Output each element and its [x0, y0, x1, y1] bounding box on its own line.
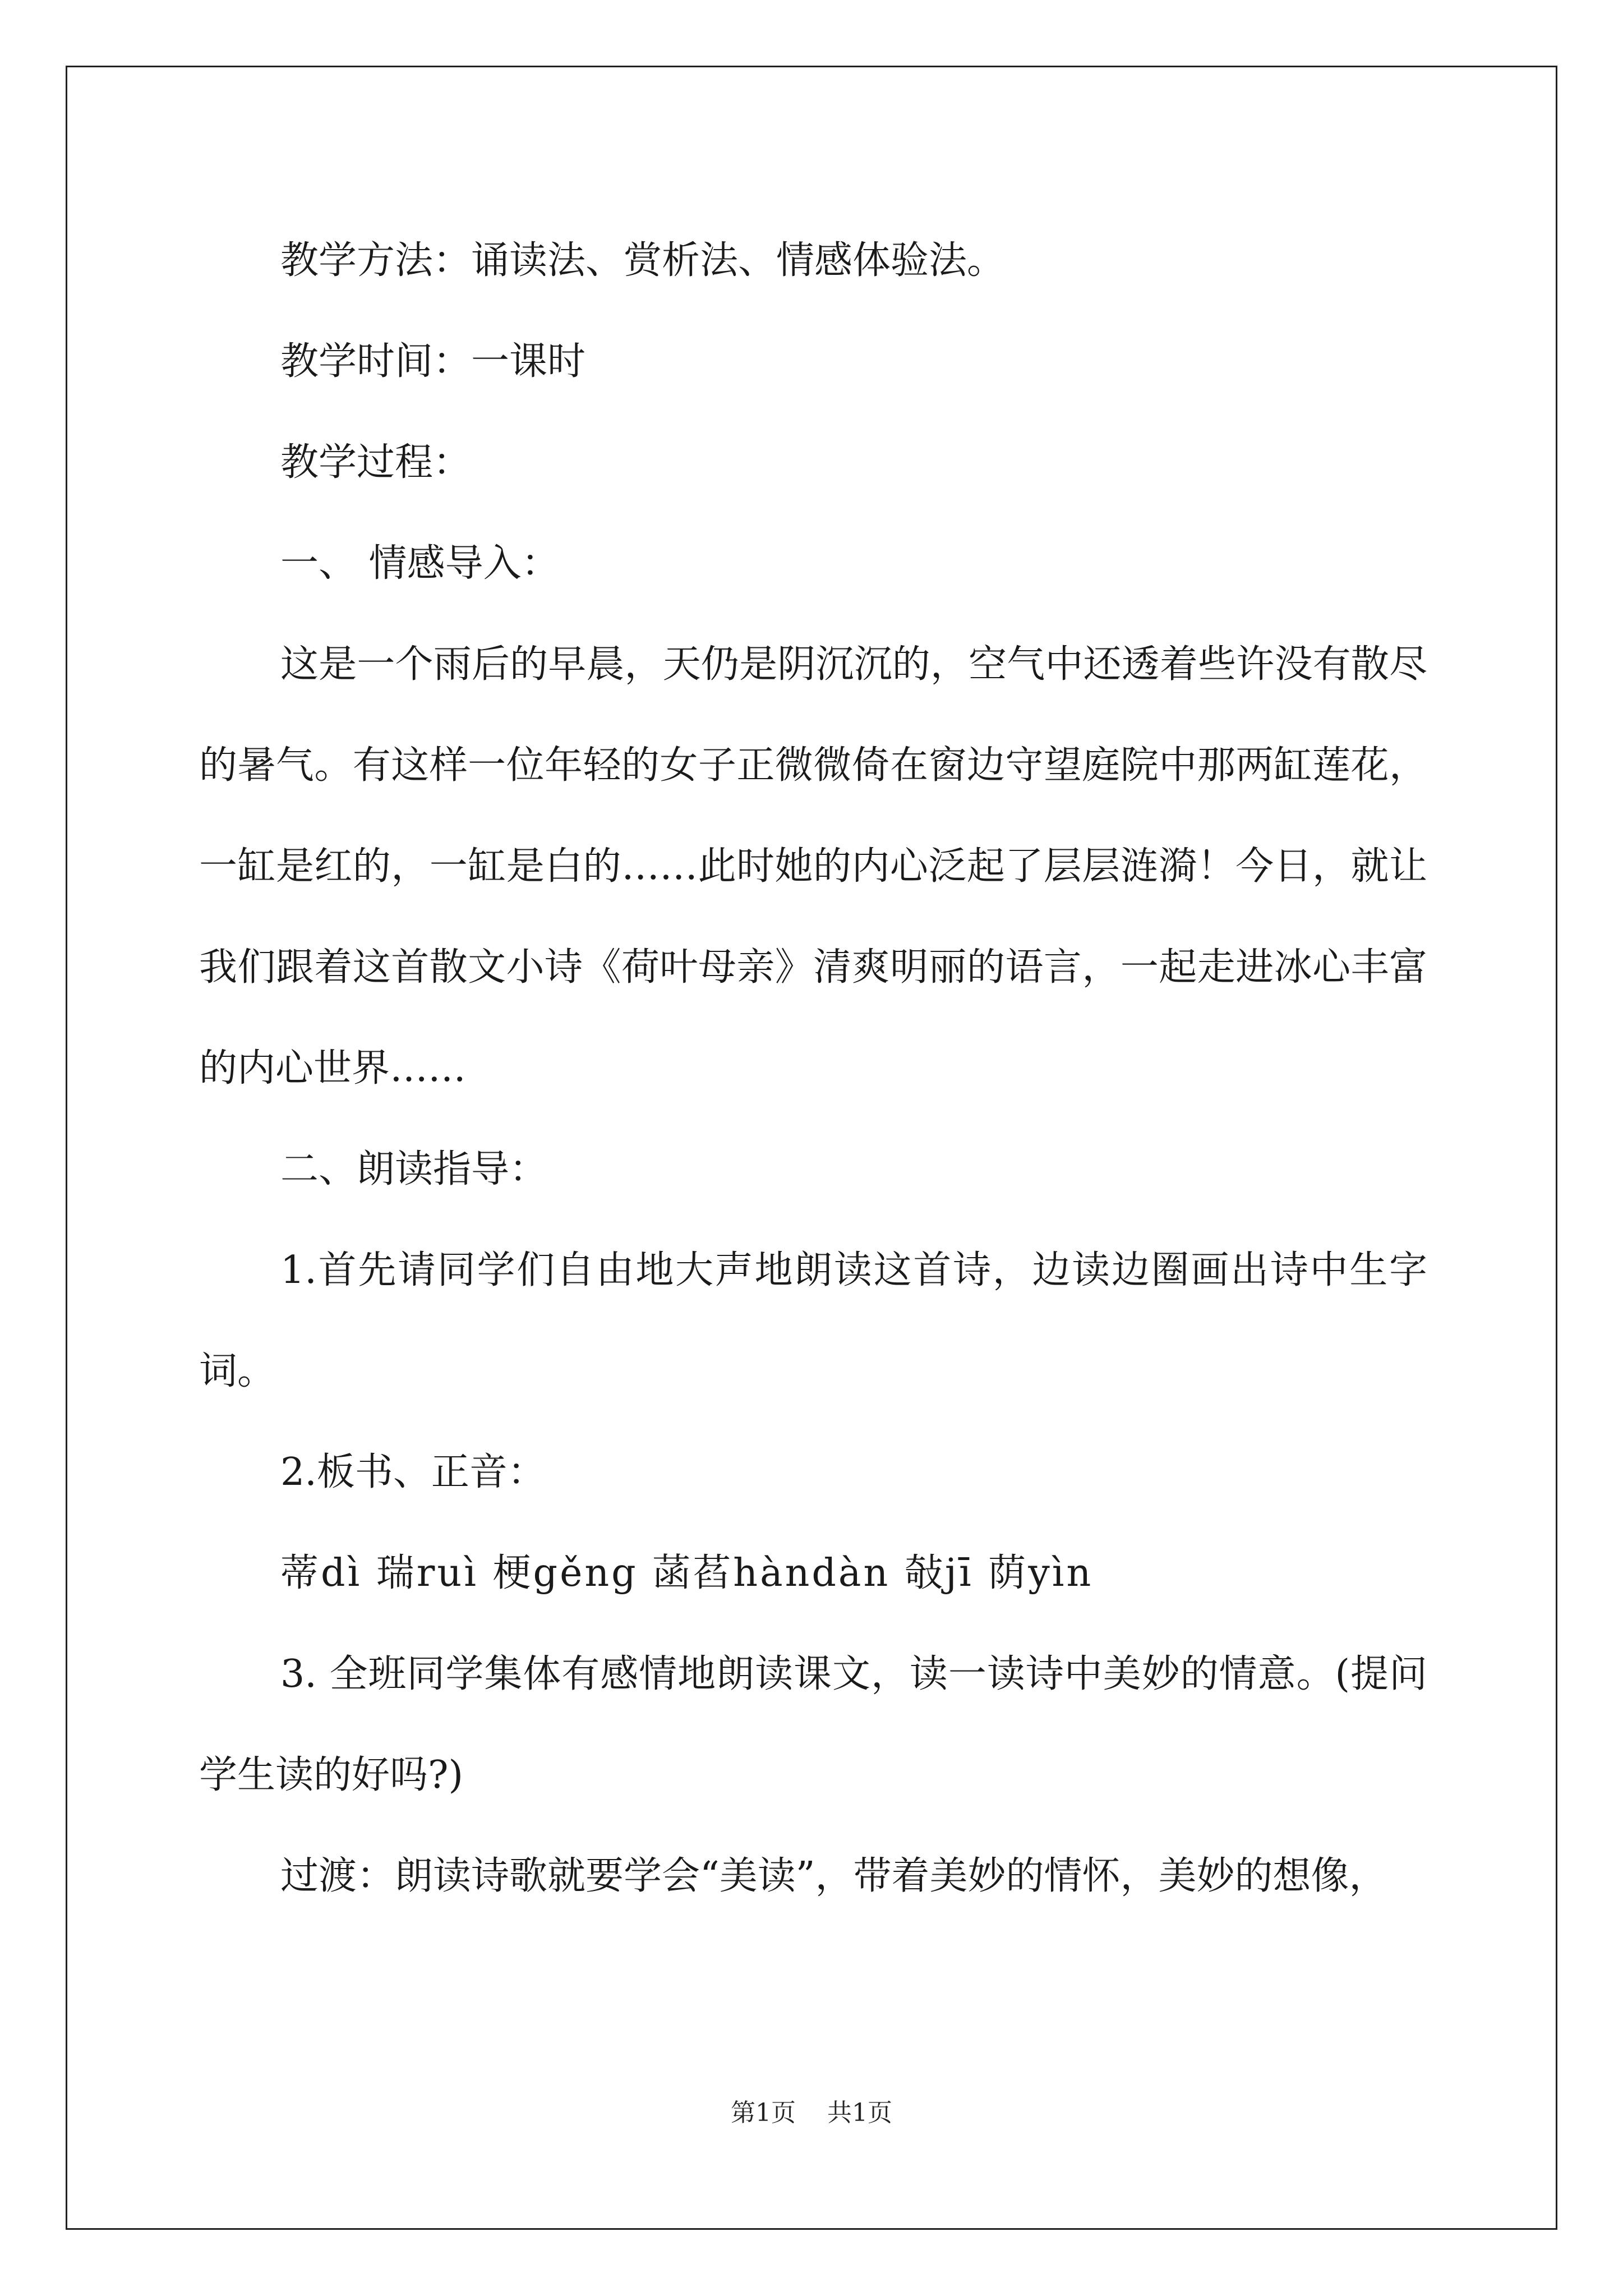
page-footer: [0, 2092, 1623, 2128]
step-1-paragraph: 1.首先请同学们自由地大声地朗读这首诗，边读边圈画出诗中生字词。: [199, 1248, 1427, 1393]
transition-paragraph: 过渡：朗读诗歌就要学会“美读”，带着美妙的情怀，美妙的想像，: [280, 1854, 1387, 1898]
step-2-paragraph: 2.板书、正音：: [280, 1450, 546, 1494]
page-total: 共1页: [827, 2099, 892, 2127]
teaching-method: 教学方法：诵读法、赏析法、情感体验法。: [280, 238, 1006, 283]
section-heading-reading-guide: 二、朗读指导：: [280, 1147, 548, 1191]
step-3-paragraph: 3. 全班同学集体有感情地朗读课文，读一读诗中美妙的情意。(提问学生读的好吗?): [199, 1652, 1427, 1797]
page-number: 第1页: [731, 2099, 796, 2127]
teaching-time: 教学时间：一课时: [280, 339, 586, 384]
document-body: [199, 210, 1427, 1927]
pinyin-line: 蒂dì 瑞ruì 梗gěng 菡萏hàndàn 敧jī 荫yìn: [280, 1551, 1094, 1595]
intro-paragraph: 这是一个雨后的早晨，天仍是阴沉沉的，空气中还透着些许没有散尽的暑气。有这样一位年轻的女子正微微倚在窗边守望庭院中那两缸莲花，一缸是红的，一缸是白的……此时她的内心泛起了层层涟漪！今日，就让我们跟着这首散文小诗《荷叶母亲》清爽明丽的语言，一起走进冰心丰富的内心世界……: [199, 642, 1427, 1091]
section-heading-emotion-intro: 一、 情感导入：: [280, 541, 560, 586]
teaching-process-heading: 教学过程：: [280, 440, 472, 485]
